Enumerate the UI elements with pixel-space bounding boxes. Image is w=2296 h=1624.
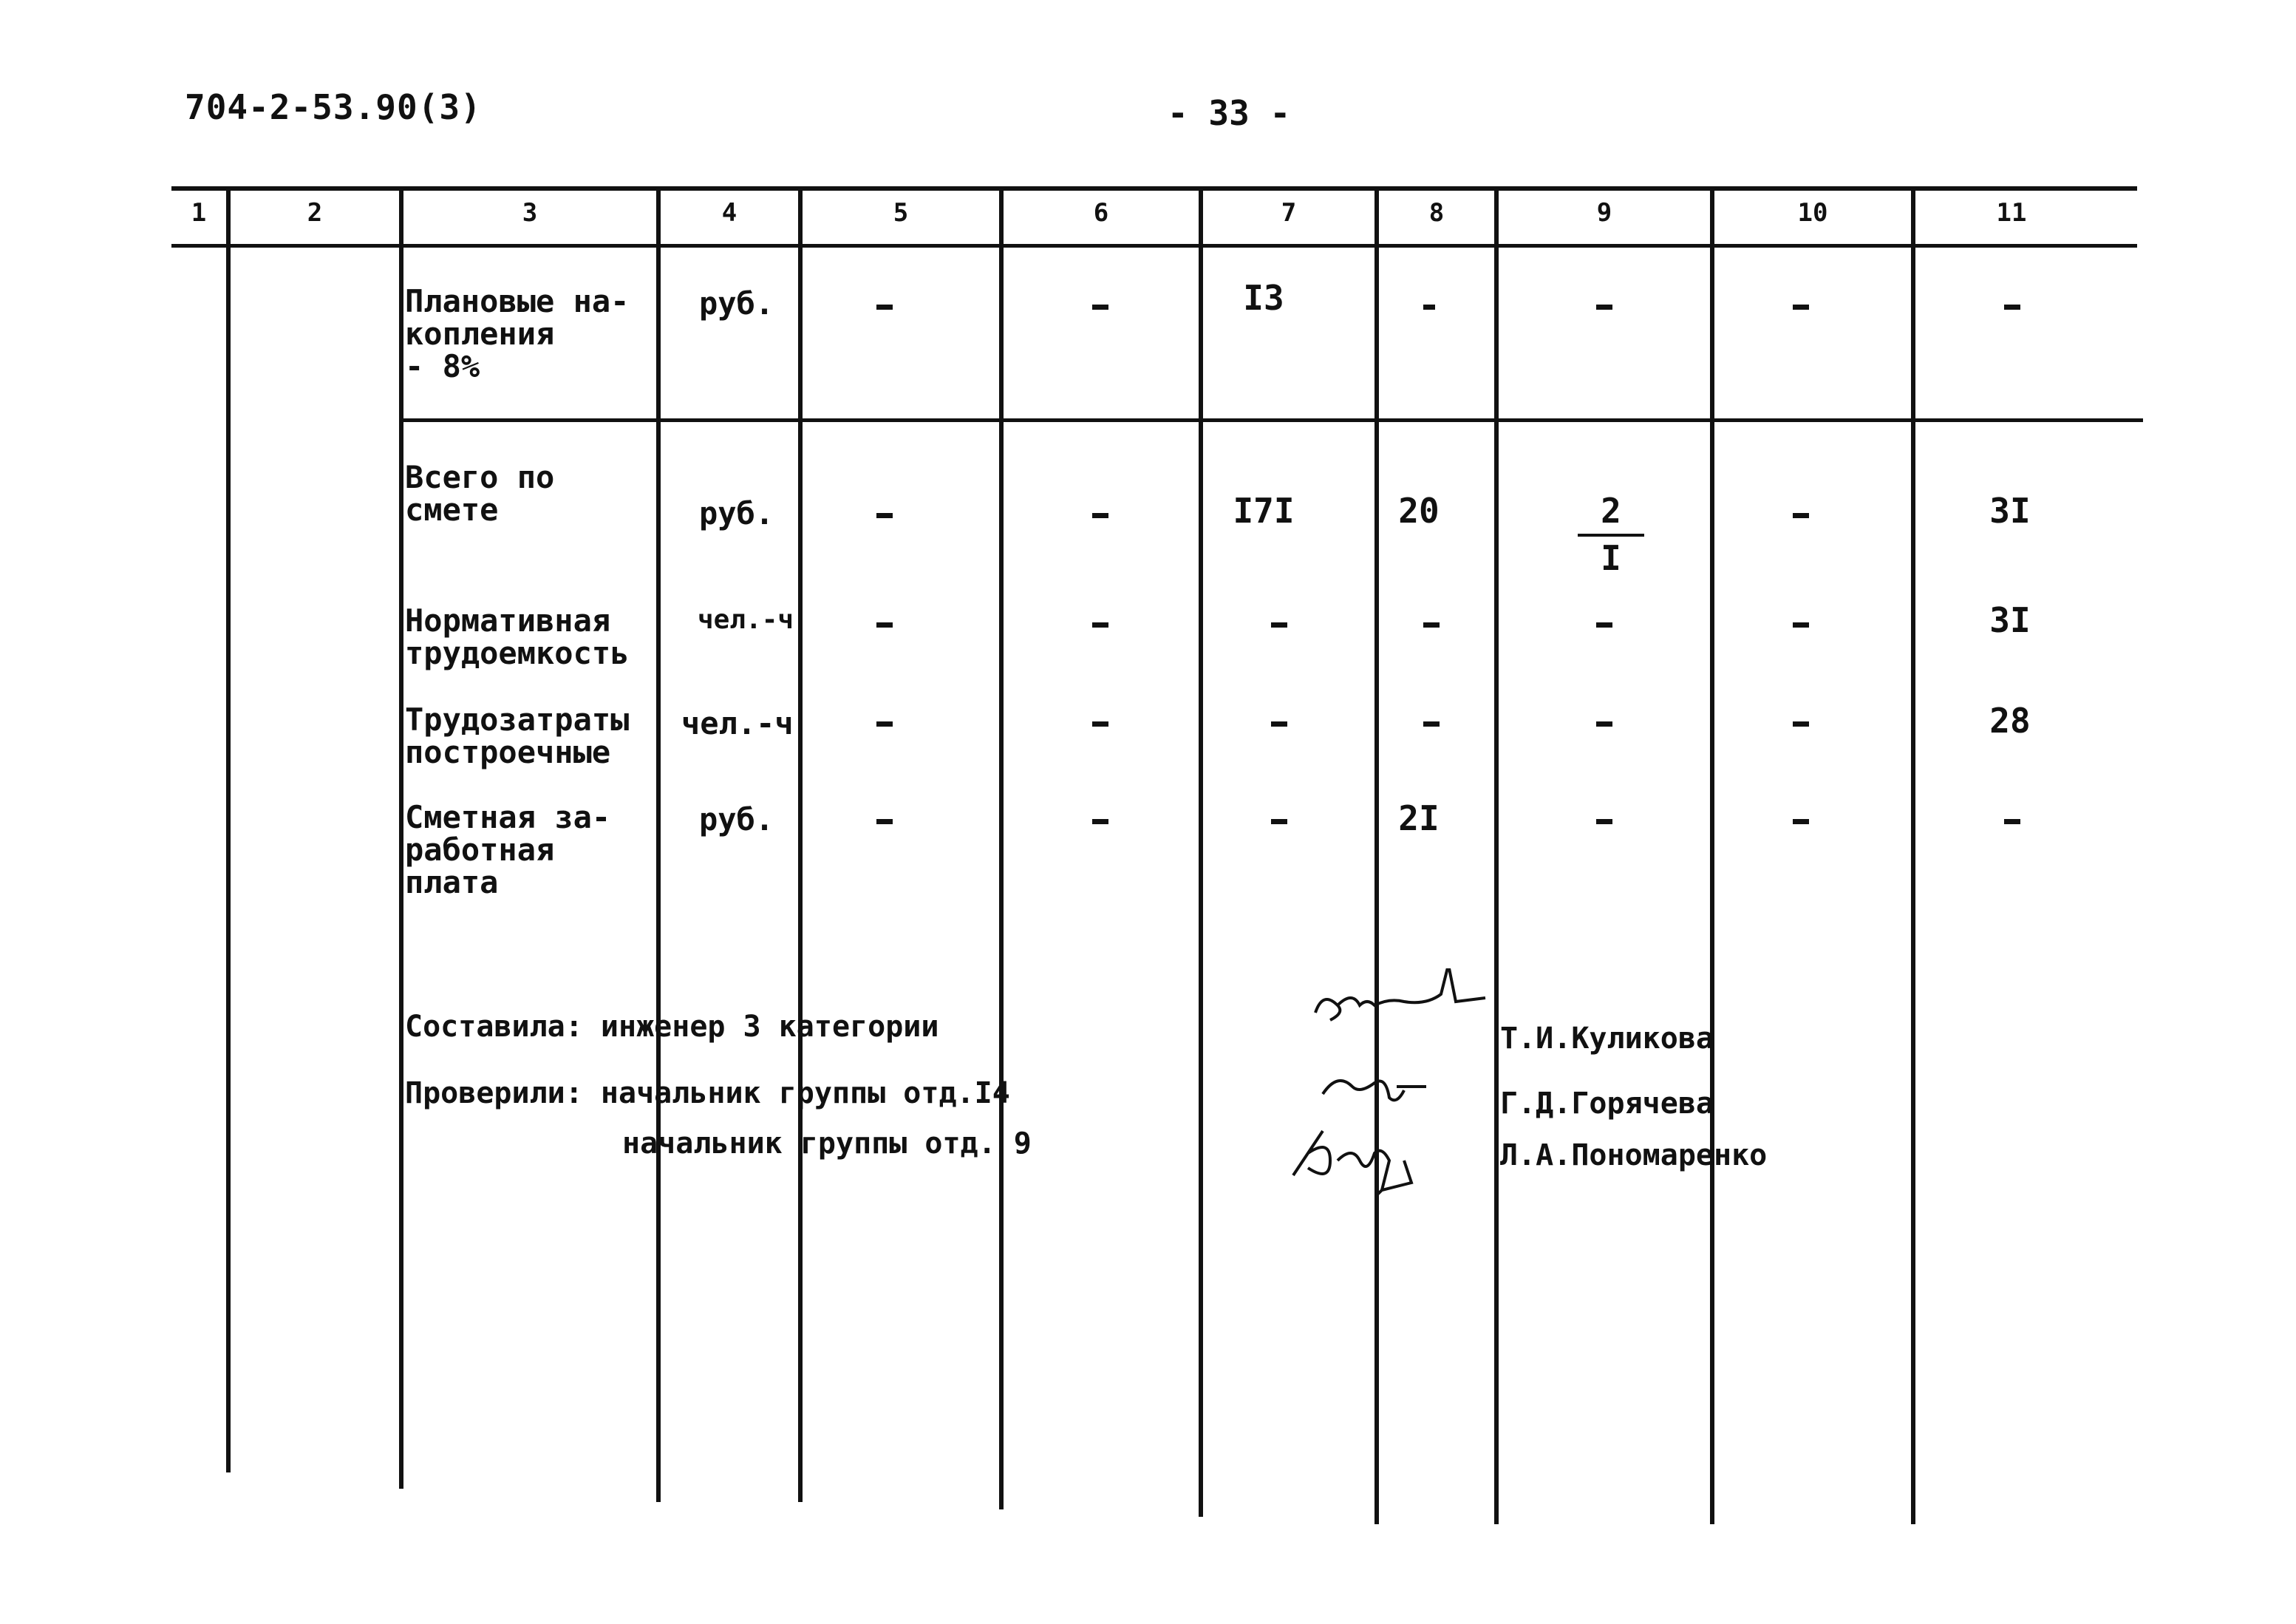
dash-mark	[1423, 305, 1435, 310]
column-header: 3	[522, 198, 538, 228]
column-divider	[1199, 186, 1203, 1517]
row-label-total-estimate: Всего по смете	[405, 459, 555, 528]
dash-mark	[1271, 721, 1287, 727]
row-unit: чел.-ч	[698, 605, 794, 635]
handwritten-signature-3	[1286, 1116, 1448, 1205]
column-header: 8	[1428, 198, 1445, 228]
dash-mark	[1793, 513, 1809, 518]
column-divider	[656, 186, 661, 1502]
row-unit: руб.	[699, 495, 774, 531]
dash-mark	[1596, 721, 1612, 727]
dash-mark	[1596, 819, 1612, 824]
dash-mark	[1092, 305, 1108, 310]
column-header: 2	[307, 198, 323, 228]
dash-mark	[1092, 721, 1108, 727]
dash-mark	[1596, 622, 1612, 628]
row-label-planned-savings: Плановые на- копления - 8%	[405, 283, 630, 384]
cell-col8: 20	[1398, 491, 1440, 531]
cell-col7: I3	[1243, 278, 1284, 318]
dash-mark	[876, 819, 893, 824]
row-label-site-labor: Трудозатраты построечные	[405, 701, 630, 770]
cell-col11: 28	[1989, 701, 2031, 741]
dash-mark	[1092, 819, 1108, 824]
column-divider	[1374, 186, 1379, 1524]
handwritten-signature-2	[1315, 1064, 1448, 1116]
fraction-line	[1578, 534, 1644, 537]
dash-mark	[1596, 305, 1612, 310]
dash-mark	[2004, 819, 2020, 824]
table-top-border	[171, 186, 2137, 191]
dash-mark	[1793, 721, 1809, 727]
row-unit: руб.	[699, 285, 774, 322]
dash-mark	[876, 513, 893, 518]
column-header: 10	[1797, 198, 1828, 228]
row-separator	[399, 418, 2143, 422]
dash-mark	[1423, 622, 1440, 628]
dash-mark	[876, 721, 893, 727]
column-divider	[1494, 186, 1499, 1524]
column-header: 1	[191, 198, 207, 228]
handwritten-signature-1	[1308, 968, 1500, 1035]
dash-mark	[1092, 622, 1108, 628]
row-label-estimated-wages: Сметная за- работная плата	[405, 799, 611, 900]
row-unit: руб.	[699, 801, 774, 838]
cell-col9-numerator: 2	[1601, 491, 1621, 531]
cell-col9-denominator: I	[1601, 538, 1621, 578]
cell-col11: 3I	[1989, 491, 2031, 531]
row-unit: чел.-ч	[681, 705, 794, 741]
column-header: 7	[1281, 198, 1297, 228]
document-code: 704-2-53.90(3)	[185, 87, 482, 127]
cell-col8: 2I	[1398, 798, 1440, 838]
column-header: 4	[721, 198, 737, 228]
column-divider	[1911, 186, 1915, 1524]
column-divider	[999, 186, 1004, 1509]
page-number: - 33 -	[1168, 93, 1291, 133]
compiled-by-label: Составила: инженер 3 категории	[405, 1010, 939, 1044]
cell-col7: I7I	[1233, 491, 1295, 531]
cell-col11: 3I	[1989, 600, 2031, 640]
dash-mark	[1423, 721, 1440, 727]
column-header: 9	[1596, 198, 1612, 228]
column-divider	[226, 186, 231, 1472]
checked-by-line-2: начальник группы отд. 9	[622, 1127, 1032, 1161]
column-header: 6	[1093, 198, 1109, 228]
column-header: 11	[1996, 198, 2027, 228]
checked-by-label: Проверили: начальник группы отд.I4	[405, 1076, 1010, 1110]
dash-mark	[1793, 305, 1809, 310]
checked-by-name-2: Л.А.Пономаренко	[1500, 1138, 1768, 1172]
checked-by-name-1: Г.Д.Горячева	[1500, 1087, 1714, 1121]
dash-mark	[1793, 819, 1809, 824]
row-label-normative-labor: Нормативная трудоемкость	[405, 602, 630, 671]
dash-mark	[876, 305, 893, 310]
column-divider	[798, 186, 803, 1502]
dash-mark	[1271, 622, 1287, 628]
dash-mark	[1092, 513, 1108, 518]
header-bottom-border	[171, 244, 2137, 248]
dash-mark	[1271, 819, 1287, 824]
column-divider	[1710, 186, 1714, 1524]
compiled-by-name: Т.И.Куликова	[1500, 1022, 1714, 1056]
column-divider	[399, 186, 403, 1489]
dash-mark	[1793, 622, 1809, 628]
dash-mark	[876, 622, 893, 628]
column-header: 5	[893, 198, 909, 228]
dash-mark	[2004, 305, 2020, 310]
